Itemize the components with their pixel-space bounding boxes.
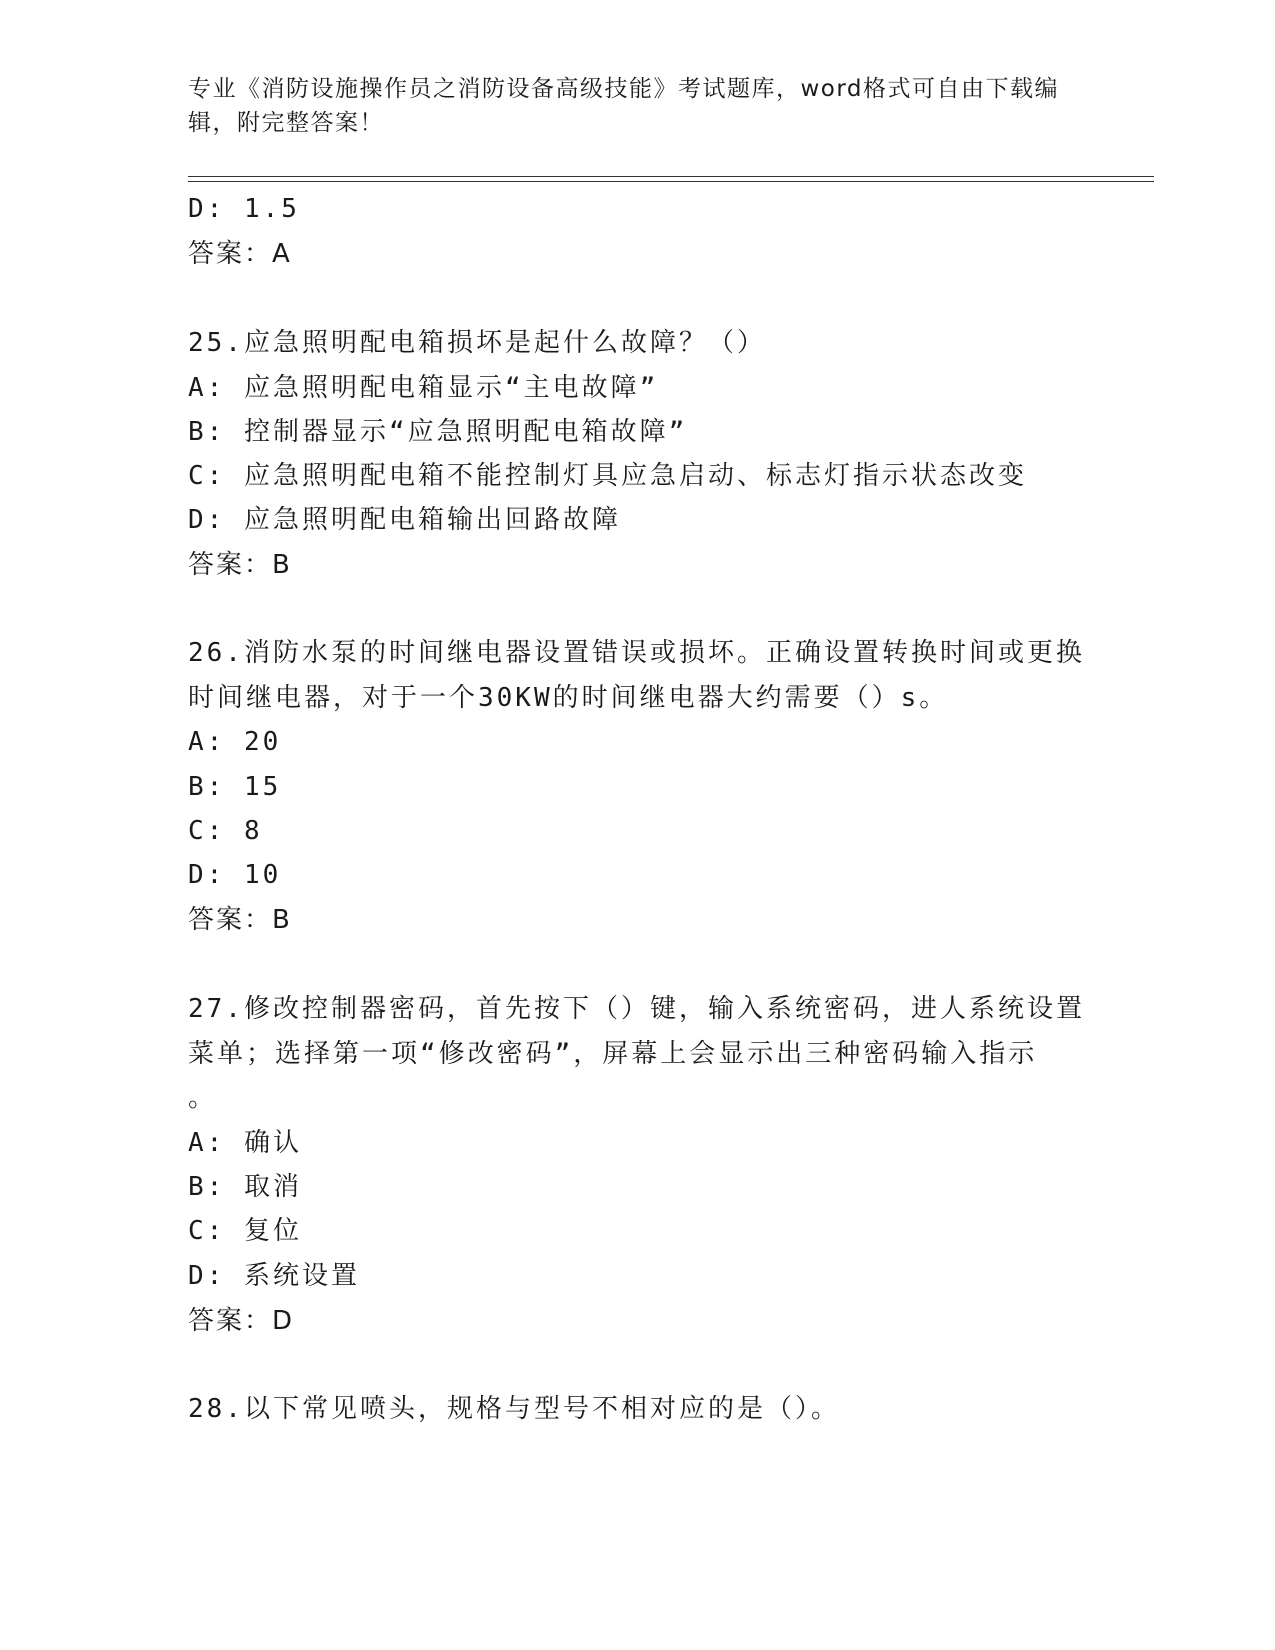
header-divider-bottom <box>188 181 1154 182</box>
q25-option-b: B: 控制器显示“应急照明配电箱故障” <box>188 417 688 447</box>
q27-option-a: A: 确认 <box>188 1128 302 1158</box>
q27-stem-line-2: 菜单；选择第一项“修改密码”，屏幕上会显示出三种密码输入指示 <box>188 1039 1038 1069</box>
q25-option-d: D: 应急照明配电箱输出回路故障 <box>188 505 621 535</box>
q26-option-d: D: 10 <box>188 860 282 890</box>
q24-answer: 答案：A <box>188 239 292 269</box>
q25-stem: 25.应急照明配电箱损坏是起什么故障？（） <box>188 328 766 358</box>
q26-stem-line-1: 26.消防水泵的时间继电器设置错误或损坏。正确设置转换时间或更换 <box>188 638 1085 668</box>
header-line-1: 专业《消防设施操作员之消防设备高级技能》考试题库，word格式可自由下载编 <box>188 76 1060 102</box>
q27-option-c: C: 复位 <box>188 1216 302 1246</box>
q27-stem-line-1: 27.修改控制器密码，首先按下（）键，输入系统密码，进人系统设置 <box>188 994 1085 1024</box>
q26-answer: 答案：B <box>188 905 292 935</box>
q25-answer: 答案：B <box>188 550 292 580</box>
q28-stem: 28.以下常见喷头，规格与型号不相对应的是（）。 <box>188 1394 840 1424</box>
q26-option-b: B: 15 <box>188 772 282 802</box>
q27-answer: 答案：D <box>188 1306 295 1336</box>
q26-option-a: A: 20 <box>188 727 282 757</box>
q27-option-d: D: 系统设置 <box>188 1261 360 1291</box>
q25-option-c: C: 应急照明配电箱不能控制灯具应急启动、标志灯指示状态改变 <box>188 461 1027 491</box>
header-divider-top <box>188 176 1154 177</box>
q26-option-c: C: 8 <box>188 816 263 846</box>
header-line-2: 辑，附完整答案！ <box>188 110 384 136</box>
q25-option-a: A: 应急照明配电箱显示“主电故障” <box>188 373 659 403</box>
q27-option-b: B: 取消 <box>188 1172 302 1202</box>
q27-stem-line-3: 。 <box>188 1083 218 1113</box>
document-header <box>188 72 1068 140</box>
q24-option-d: D: 1.5 <box>188 194 300 224</box>
q26-stem-line-2: 时间继电器，对于一个30KW的时间继电器大约需要（）s。 <box>188 683 949 713</box>
